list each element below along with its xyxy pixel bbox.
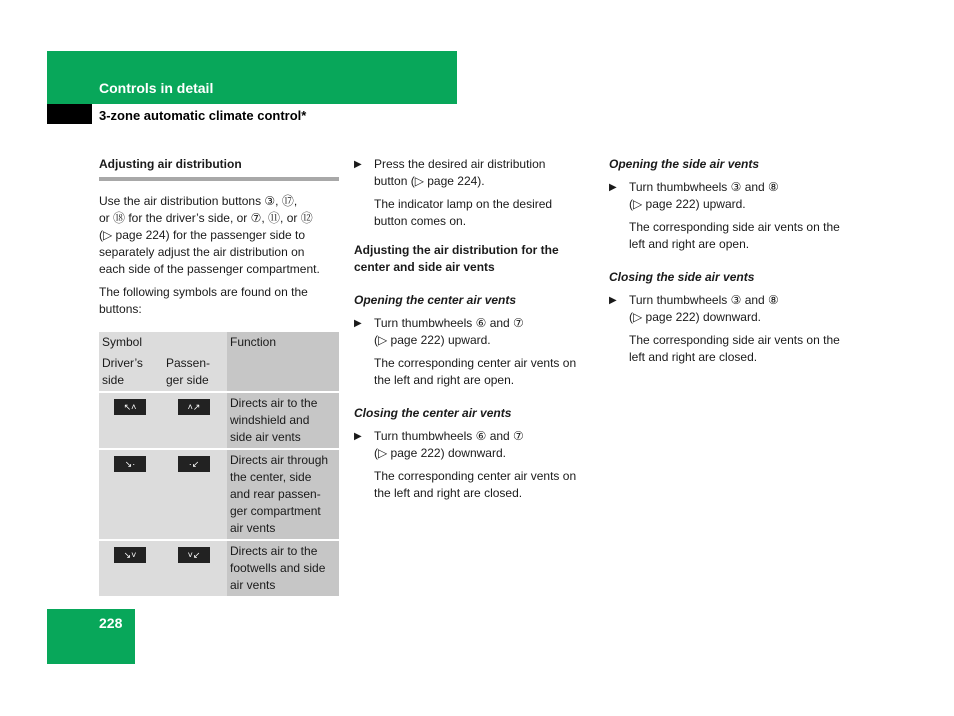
- intro-line: separately adjust the air distribution on: [99, 245, 305, 259]
- step-note: The corresponding side air vents on the left and right are open.: [629, 220, 840, 251]
- page-number: 228: [99, 615, 123, 631]
- windshield-vent-icon: ˄↗: [178, 399, 210, 415]
- intro-line: (▷ page 224) for the passenger side to: [99, 228, 306, 242]
- page-subtitle: 3-zone automatic climate control*: [99, 108, 307, 123]
- symbols-paragraph: [99, 284, 339, 318]
- heading-opening-center-vents: Opening the center air vents: [354, 293, 517, 307]
- column-1: [99, 156, 339, 596]
- column-2: [354, 156, 592, 508]
- section-title: Controls in detail: [99, 80, 214, 96]
- section-tab-marker: [47, 104, 92, 124]
- intro-line: each side of the passenger compartment.: [99, 262, 320, 276]
- step-note: The corresponding center air vents on the left and right are open.: [374, 356, 577, 387]
- driver-side-header: Driver’s side: [99, 353, 163, 392]
- arrow-right-icon: ▶: [609, 295, 617, 306]
- header-band: [47, 51, 457, 104]
- intro-line: or ⑱ for the driver’s side, or ⑦, ⑪, or ⑫: [99, 211, 313, 225]
- function-cell: Directs air to the footwells and side air vents: [227, 540, 339, 596]
- column-3: [609, 156, 849, 372]
- center-vent-icon: ·↙: [178, 456, 210, 472]
- intro-line: Use the air distribution buttons ③, ⑰,: [99, 194, 298, 208]
- function-cell: Directs air through the center, side and rear passen- ger compartment air vents: [227, 449, 339, 540]
- table-row: [99, 540, 339, 596]
- instruction-step: ▶ Turn thumbwheels ③ and ⑧ (▷ page 222) upward.: [609, 180, 779, 211]
- symbol-header: Symbol: [99, 332, 227, 353]
- symbols-line: The following symbols are found on the: [99, 285, 308, 299]
- footwell-vent-icon: ↘˅: [114, 547, 146, 563]
- table-row: [99, 392, 339, 449]
- windshield-vent-icon: ↖˄: [114, 399, 146, 415]
- table-row: [99, 449, 339, 540]
- arrow-right-icon: ▶: [609, 182, 617, 193]
- heading-center-side-vents: Adjusting the air distribution for the center and side air vents: [354, 243, 559, 274]
- arrow-right-icon: ▶: [354, 318, 362, 329]
- instruction-step: ▶ Turn thumbwheels ③ and ⑧ (▷ page 222) downward.: [609, 293, 779, 324]
- step-note: The corresponding center air vents on the left and right are closed.: [374, 469, 577, 500]
- step-note: The corresponding side air vents on the left and right are closed.: [629, 333, 840, 364]
- heading-closing-center-vents: Closing the center air vents: [354, 406, 512, 420]
- heading-closing-side-vents: Closing the side air vents: [609, 270, 755, 284]
- step-note: The indicator lamp on the desired button comes on.: [374, 197, 553, 228]
- center-vent-icon: ↘·: [114, 456, 146, 472]
- instruction-step: ▶ Press the desired air distribution button (▷ page 224).: [354, 157, 546, 188]
- heading-opening-side-vents: Opening the side air vents: [609, 157, 760, 171]
- footwell-vent-icon: ˅↙: [178, 547, 210, 563]
- arrow-right-icon: ▶: [354, 159, 362, 170]
- passenger-side-header: Passen- ger side: [163, 353, 227, 392]
- intro-paragraph: [99, 193, 339, 278]
- heading-adjusting-air-distribution: Adjusting air distribution: [99, 156, 339, 181]
- arrow-right-icon: ▶: [354, 431, 362, 442]
- symbol-table: [99, 332, 339, 596]
- function-header: Function: [227, 332, 339, 353]
- instruction-step: ▶ Turn thumbwheels ⑥ and ⑦ (▷ page 222) downward.: [354, 429, 524, 460]
- symbols-line: buttons:: [99, 302, 142, 316]
- function-cell: Directs air to the windshield and side air vents: [227, 392, 339, 449]
- instruction-step: ▶ Turn thumbwheels ⑥ and ⑦ (▷ page 222) upward.: [354, 316, 524, 347]
